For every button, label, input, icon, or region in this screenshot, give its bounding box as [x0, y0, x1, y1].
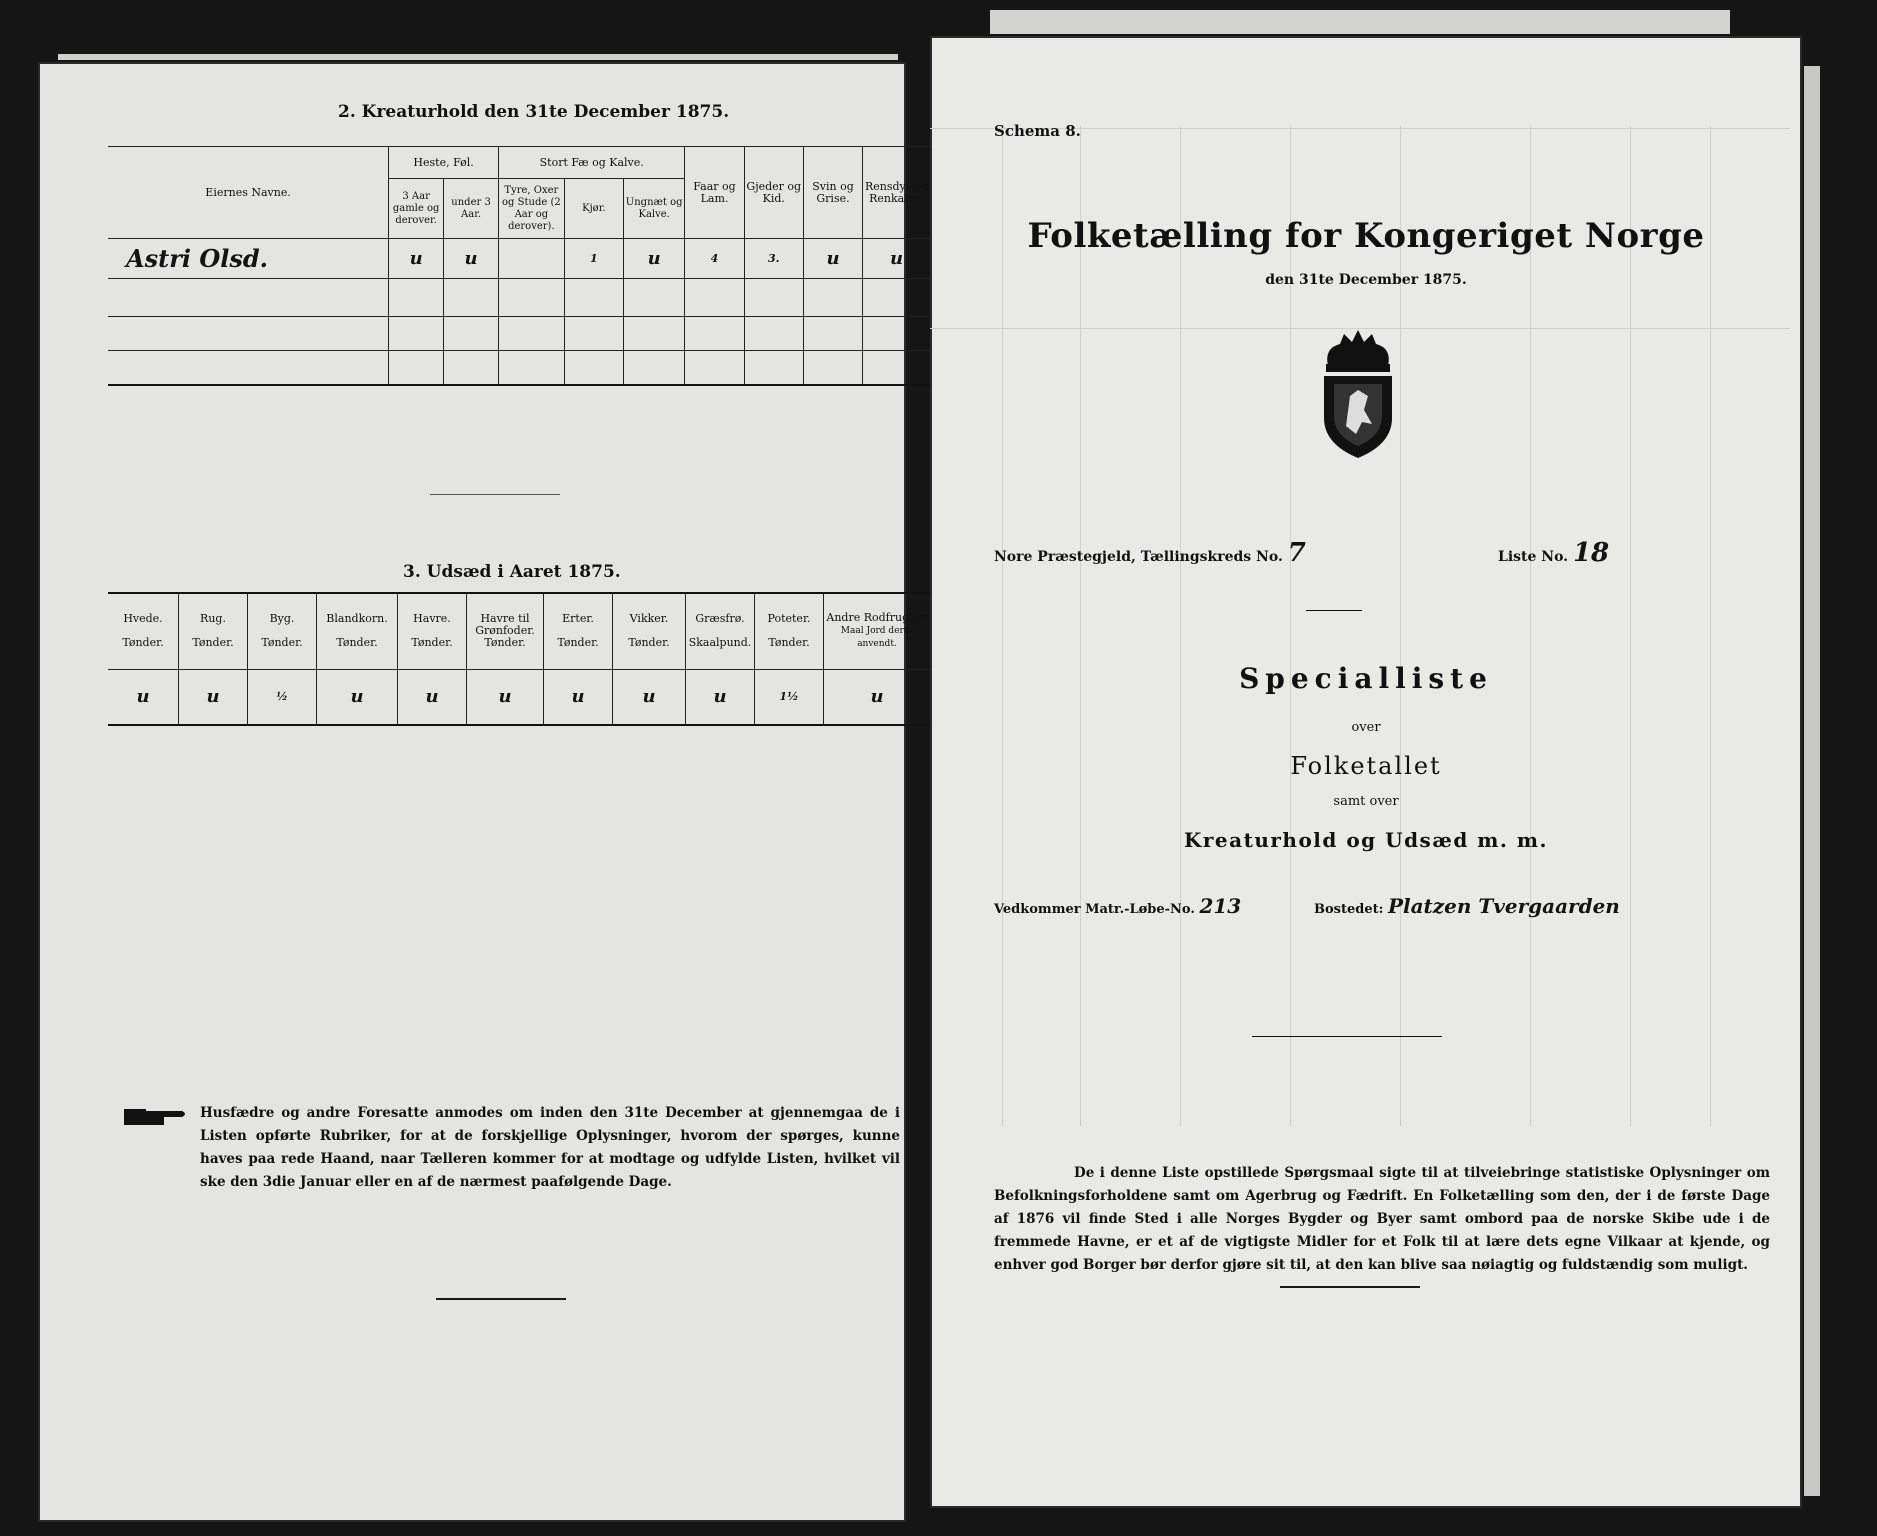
header-name: Eiernes Navne.: [108, 147, 389, 239]
header-faar: Faar og Lam.: [685, 147, 744, 239]
header-poteter: Poteter. Tønder.: [755, 593, 824, 669]
divider: [430, 494, 560, 495]
cell-svin: u: [803, 239, 862, 279]
header-havre-gronfoder: Havre til Grønfoder. Tønder.: [467, 593, 544, 669]
matr-line: [994, 894, 1241, 918]
prestegjeld-label: Præstegjeld,: [1037, 549, 1136, 565]
cell-havre: u: [398, 669, 467, 725]
divider: [1252, 1036, 1442, 1037]
cell-hvede: u: [108, 669, 179, 725]
page-edge: [58, 54, 898, 60]
cell-byg: ½: [248, 669, 317, 725]
header-blandkorn: Blandkorn. Tønder.: [317, 593, 398, 669]
header-andre-rodfrugter: Andre Rodfrugter. Maal Jord dertil anvendt.: [824, 593, 931, 669]
prestegjeld-line: [994, 538, 1306, 568]
cell-poteter: 1½: [755, 669, 824, 725]
header-stort-fae: Stort Fæ og Kalve.: [499, 147, 685, 179]
header-kjor: Kjør.: [564, 179, 623, 239]
header-rensdyr: Rensdyr og Renkalve.: [863, 147, 930, 239]
kreds-label: Tællingskreds No.: [1140, 549, 1283, 565]
schema-label: Schema 8.: [994, 122, 1081, 140]
divider: [1280, 1286, 1420, 1288]
header-erter: Erter. Tønder.: [544, 593, 613, 669]
cell-blandkorn: u: [317, 669, 398, 725]
divider: [436, 1298, 566, 1300]
cell-ungnaet: u: [623, 239, 684, 279]
folketallet-label: Folketallet: [1290, 752, 1442, 780]
header-heste-b: under 3 Aar.: [444, 179, 499, 239]
document-title: Folketælling for Kongeriget Norge: [1027, 216, 1705, 256]
owner-name: Astri Olsd.: [108, 239, 389, 279]
header-rug: Rug. Tønder.: [179, 593, 248, 669]
page-edge: [1804, 66, 1820, 1496]
prestegjeld-value: Nore: [994, 549, 1033, 565]
header-byg: Byg. Tønder.: [248, 593, 317, 669]
cell-gjeder: 3.: [744, 239, 803, 279]
kreaturhold-label: Kreaturhold og Udsæd m. m.: [1184, 828, 1548, 852]
specialliste-title: Specialliste: [1239, 662, 1493, 695]
pointing-hand-icon: [124, 1106, 190, 1128]
page-edge: [990, 10, 1730, 34]
cell-vikker: u: [613, 669, 686, 725]
samt-over-label: samt over: [1333, 794, 1399, 809]
matr-value: 213: [1199, 894, 1242, 918]
cell-erter: u: [544, 669, 613, 725]
notice-text: Husfædre og andre Foresatte anmodes om inden den 31te December at gjennemgaa de i Listen opførte Rubriker, for at de forskjellige Oplysninger, hvorom der spørges, kunne haves paa rede Haand, naar Tælleren kommer for at modtage og udfylde Listen, hvilket vil ske den 3die Januar eller en af de nærmest paafølgende Dage.: [200, 1105, 900, 1190]
header-gjeder: Gjeder og Kid.: [744, 147, 803, 239]
liste-label: Liste No.: [1498, 549, 1569, 565]
bosted-line: [1314, 894, 1620, 918]
header-stort-a: Tyre, Oxer og Stude (2 Aar og derover).: [499, 179, 565, 239]
header-graesfro: Græsfrø. Skaalpund.: [686, 593, 755, 669]
udsaed-table: [108, 592, 930, 726]
cell-faar: 4: [685, 239, 744, 279]
header-heste-a: 3 Aar gamle og derover.: [389, 179, 444, 239]
header-heste: Heste, Føl.: [389, 147, 499, 179]
liste-value: 18: [1572, 538, 1610, 568]
over-label: over: [1351, 720, 1381, 735]
right-page: [930, 36, 1802, 1508]
header-vikker: Vikker. Tønder.: [613, 593, 686, 669]
header-hvede: Hvede. Tønder.: [108, 593, 179, 669]
cell-kjor: 1: [564, 239, 623, 279]
cell-rug: u: [179, 669, 248, 725]
coat-of-arms-icon: [1310, 326, 1406, 460]
document-date: den 31te December 1875.: [1265, 272, 1467, 288]
kreds-value: 7: [1287, 538, 1306, 568]
explanatory-paragraph: De i denne Liste opstillede Spørgsmaal sigte til at tilveiebringe statistiske Oplysninger om Befolkningsforholdene samt om Agerbrug og Fædrift. En Folketælling som den, der i de første Dage af 1876 vil finde Sted i alle Norges Bygder og Byer samt ombord paa de norske Skibe ude i de fremmede Havne, er et af de vigtigste Midler for et Folk til at lære dets egne Vilkaar at kjende, og enhver god Borger bør derfor gjøre sit til, at den kan blive saa nøiagtig og fuldstændig som muligt.: [994, 1165, 1770, 1273]
section2-title: 2. Kreaturhold den 31te December 1875.: [338, 102, 730, 122]
liste-line: [1498, 538, 1609, 568]
bosted-value: Platzen Tvergaarden: [1387, 894, 1620, 918]
cell-havre-gronfoder: u: [467, 669, 544, 725]
bosted-label: Bostedet:: [1314, 902, 1384, 917]
cell-stort-a: [499, 239, 565, 279]
cell-andre-rodfrugter: u: [824, 669, 931, 725]
header-svin: Svin og Grise.: [803, 147, 862, 239]
header-ungnaet: Ungnæt og Kalve.: [623, 179, 684, 239]
left-page: [38, 62, 929, 1522]
header-havre: Havre. Tønder.: [398, 593, 467, 669]
cell-heste-b: u: [444, 239, 499, 279]
cell-graesfro: u: [686, 669, 755, 725]
section3-title: 3. Udsæd i Aaret 1875.: [403, 562, 621, 582]
cell-rensdyr: u: [863, 239, 930, 279]
divider: [1306, 610, 1362, 611]
matr-label: Vedkommer Matr.-Løbe-No.: [994, 902, 1195, 917]
kreaturhold-table: [108, 146, 930, 386]
cell-heste-a: u: [389, 239, 444, 279]
